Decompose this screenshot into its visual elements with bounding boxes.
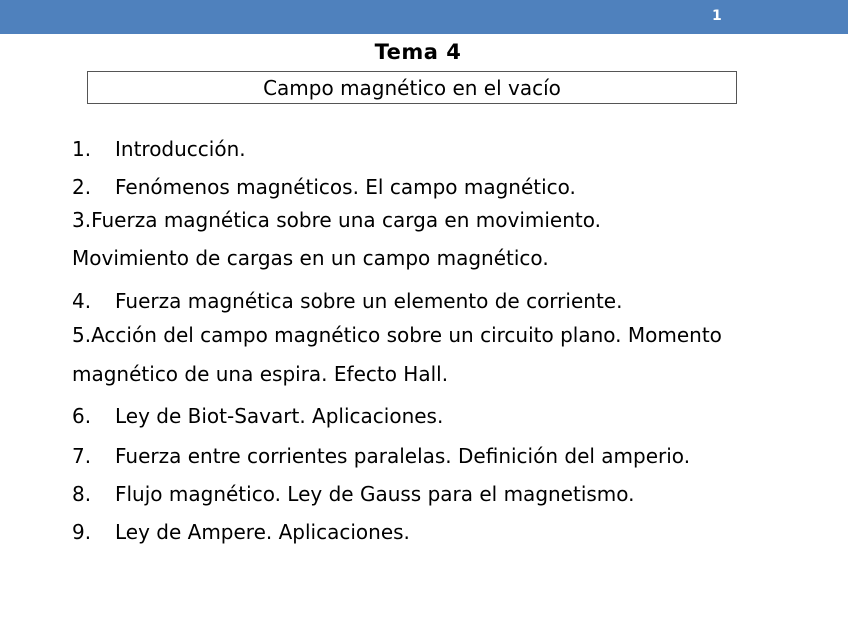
header-bar: [0, 0, 848, 34]
list-item-text: Acción del campo magnético sobre un circuito plano. Momento: [91, 323, 722, 347]
list-item-5-continuation: magnético de una espira. Efecto Hall.: [72, 362, 449, 386]
list-item-number: 3.: [72, 208, 92, 232]
list-item-text: Ley de Ampere. Aplicaciones.: [115, 520, 410, 544]
subtitle-text: Campo magnético en el vacío: [263, 75, 561, 100]
list-item-number: 2.: [72, 175, 92, 199]
page-number: 1: [712, 8, 722, 24]
list-item-number: 7.: [72, 444, 92, 468]
slide-title: Tema 4: [374, 40, 462, 64]
list-item-text: Fuerza magnética sobre un elemento de corriente.: [115, 289, 623, 313]
list-item-6: [72, 404, 443, 428]
list-item-number: 5.: [72, 323, 92, 347]
list-item-7: [72, 444, 690, 468]
list-item-text: Introducción.: [115, 137, 246, 161]
list-item-4: [72, 289, 622, 313]
list-item-8: [72, 482, 635, 506]
list-item-number: 6.: [72, 404, 92, 428]
list-item-text: Flujo magnético. Ley de Gauss para el magnetismo.: [115, 482, 635, 506]
list-item-3: [72, 208, 601, 232]
list-item-number: 9.: [72, 520, 92, 544]
list-item-number: 8.: [72, 482, 92, 506]
list-item-number: 4.: [72, 289, 92, 313]
list-item-1: [72, 137, 246, 161]
list-item-text: Fuerza magnética sobre una carga en movimiento.: [91, 208, 601, 232]
list-item-text: Fenómenos magnéticos. El campo magnético.: [115, 175, 576, 199]
list-item-2: [72, 175, 576, 199]
list-item-9: [72, 520, 410, 544]
list-item-number: 1.: [72, 137, 92, 161]
list-item-3-continuation: Movimiento de cargas en un campo magnético.: [72, 246, 549, 270]
subtitle-box: [87, 71, 737, 104]
list-item-text: Ley de Biot-Savart. Aplicaciones.: [115, 404, 444, 428]
list-item-5: [72, 323, 722, 347]
list-item-text: Fuerza entre corrientes paralelas. Definición del amperio.: [115, 444, 691, 468]
